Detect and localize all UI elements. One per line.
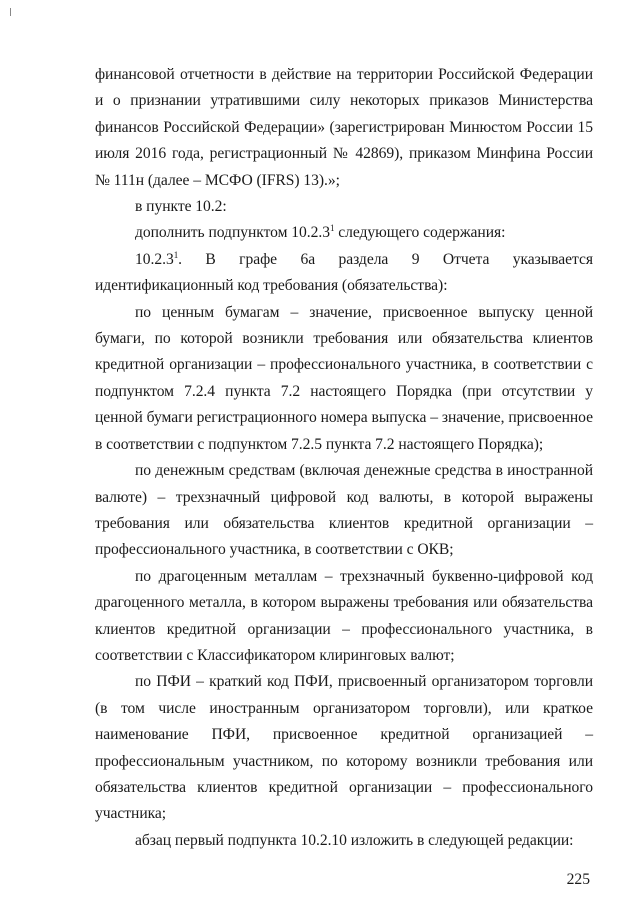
paragraph-derivatives: по ПФИ – краткий код ПФИ, присвоенный организатором торговли (в том числе иностранным организатором торговли), или краткое наименование ПФИ, присвоенное кредитной организацией – профессиональным участником, по которому возникли требования или обязательства клиентов кредитной организации – профессионального участника; bbox=[95, 673, 593, 823]
paragraph-cash: по денежным средствам (включая денежные средства в иностранной валюте) – трехзначный цифровой код валюты, в которой выражены требования или обязательства клиентов кредитной организации – профессионального участника, в соответствии с ОКВ; bbox=[95, 462, 593, 559]
subpoint-number: 10.2.3 bbox=[135, 250, 174, 268]
footnote-sup: 1 bbox=[173, 249, 179, 260]
scan-edge-mark bbox=[10, 8, 11, 16]
paragraph-subpoint-10-2-3-1 bbox=[95, 247, 593, 300]
paragraph-item-10-2: в пункте 10.2: bbox=[135, 198, 227, 216]
document-body bbox=[95, 62, 593, 854]
paragraph-add-subpoint-text: дополнить подпунктом 10.2.3 bbox=[135, 224, 330, 242]
paragraph-add-subpoint bbox=[95, 220, 593, 246]
page-number: 225 bbox=[566, 871, 590, 888]
paragraph-continuation: финансовой отчетности в действие на территории Российской Федерации и о признании утратившими силу некоторых приказов Министерства финансов Российской Федерации» (зарегистрирован Минюстом России 15 июля 2016 года, регистрационный № 42869), приказом Минфина России № 111н (далее – МСФО (IFRS) 13).»; bbox=[95, 66, 593, 189]
subpoint-text: . В графе 6а раздела 9 Отчета указывается идентификационный код требования (обязательства): bbox=[95, 250, 593, 295]
paragraph-add-subpoint-tail: следующего содержания: bbox=[334, 224, 506, 242]
paragraph-10-2-10: абзац первый подпункта 10.2.10 изложить в следующей редакции: bbox=[135, 831, 574, 849]
paragraph-precious-metals: по драгоценным металлам – трехзначный буквенно-цифровой код драгоценного металла, в котором выражены требования или обязательства клиентов кредитной организации – профессионального участника, в соответствии с Классификатором клиринговых валют; bbox=[95, 567, 593, 664]
footnote-sup: 1 bbox=[329, 223, 335, 234]
paragraph-securities: по ценным бумагам – значение, присвоенное выпуску ценной бумаги, по которой возникли требования или обязательства клиентов кредитной организации – профессионального участника, в соответствии с подпунктом 7.2.4 пункта 7.2 настоящего Порядка (при отсутствии у ценной бумаги регистрационного номера выпуска – значение, присвоенное в соответствии с подпунктом 7.2.5 пункта 7.2 настоящего Порядка); bbox=[95, 303, 593, 453]
